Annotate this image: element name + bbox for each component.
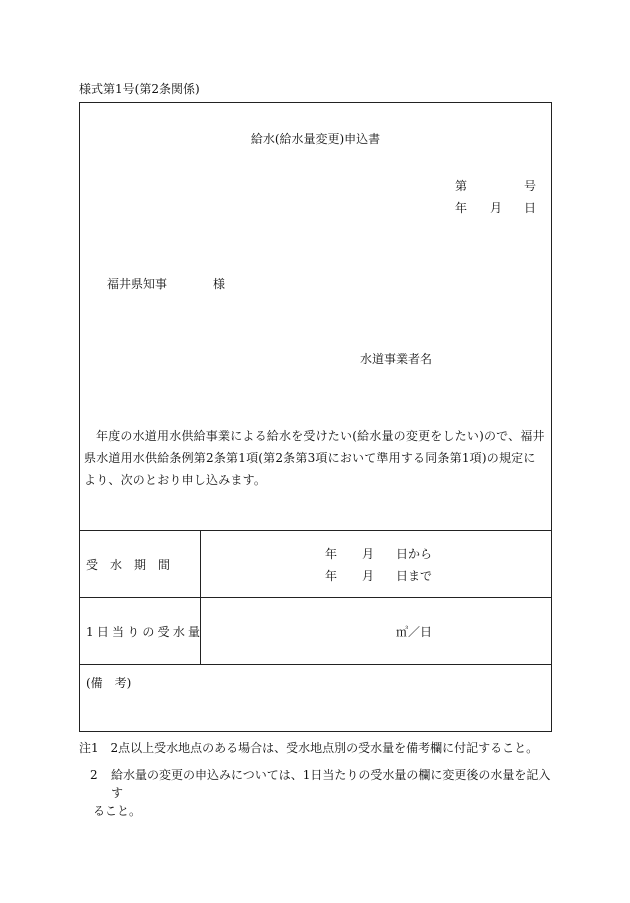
table-row-divider	[79, 597, 552, 598]
form-number-label: 様式第1号(第2条関係)	[79, 82, 200, 96]
date-year: 年	[455, 201, 468, 215]
period-to-year: 年	[325, 569, 338, 583]
daily-volume-label: 1日当りの受水量	[86, 625, 204, 639]
date-day: 日	[524, 201, 537, 215]
period-from-suffix: 日から	[396, 547, 433, 561]
document-number-go: 号	[524, 179, 537, 193]
period-label	[86, 557, 191, 573]
period-from-year: 年	[325, 547, 338, 561]
table-top-border	[79, 530, 552, 531]
table-column-divider	[200, 530, 201, 664]
period-to-suffix: 日まで	[396, 569, 433, 583]
period-label-text: 受 水 期 間	[86, 558, 171, 572]
period-to-month: 月	[362, 569, 375, 583]
date-month: 月	[490, 201, 503, 215]
note-2-continuation: ること。	[93, 804, 142, 818]
note-2-text: 給水量の変更の申込みについては、1日当たりの受水量の欄に変更後の水量を記入す	[111, 768, 551, 800]
remarks-label: (備 考)	[86, 676, 132, 690]
note-1	[79, 740, 538, 756]
note-2-number: 2	[90, 768, 98, 782]
table-remarks-divider	[79, 664, 552, 665]
note-2	[90, 766, 558, 820]
note-1-prefix: 注1	[79, 741, 99, 755]
period-from-month: 月	[362, 547, 375, 561]
addressee-honorific: 様	[213, 277, 226, 291]
note-1-text: 2点以上受水地点のある場合は、受水地点別の受水量を備考欄に付記すること。	[110, 741, 539, 755]
document-number-dai: 第	[455, 179, 468, 193]
daily-volume-unit: ㎥／日	[396, 625, 433, 639]
operator-name-label: 水道事業者名	[360, 352, 433, 366]
application-body-text: 年度の水道用水供給事業による給水を受けたい(給水量の変更をしたい)ので、福井県水道用水供給条例第2条第1項(第2条第3項において準用する同条第1項)の規定により、次のとおり申し込みます。	[84, 429, 545, 487]
addressee-name: 福井県知事	[107, 277, 168, 291]
form-title: 給水(給水量変更)申込書	[250, 132, 381, 146]
